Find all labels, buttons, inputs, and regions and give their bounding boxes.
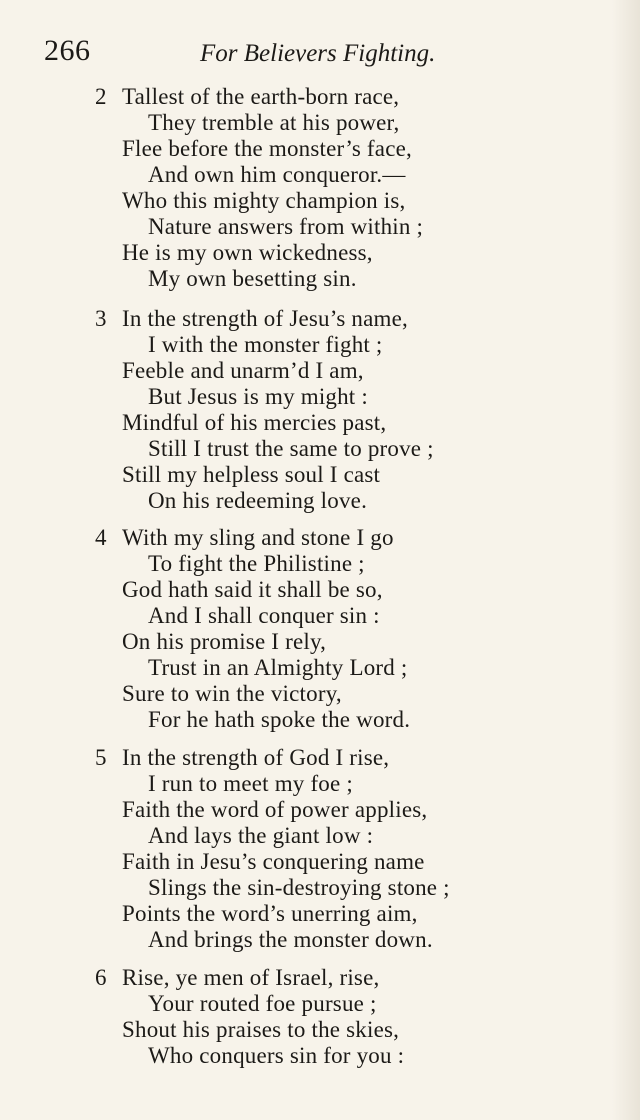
stanza-number: 2 bbox=[95, 84, 107, 109]
verse-line: Feeble and unarm’d I am, bbox=[122, 358, 364, 383]
stanza-number: 4 bbox=[95, 525, 107, 550]
verse-line: Who conquers sin for you : bbox=[148, 1043, 405, 1068]
verse-line: And own him conqueror.— bbox=[148, 162, 406, 187]
verse-line: I with the monster fight ; bbox=[148, 332, 383, 357]
verse-line: But Jesus is my might : bbox=[148, 384, 368, 409]
verse-line: Slings the sin-destroying stone ; bbox=[148, 875, 450, 900]
verse-line: Tallest of the earth-born race, bbox=[122, 84, 400, 109]
verse-line: I run to meet my foe ; bbox=[148, 771, 353, 796]
page-edge-shadow bbox=[612, 0, 640, 1120]
verse-line: God hath said it shall be so, bbox=[122, 577, 383, 602]
verse-line: And I shall conquer sin : bbox=[148, 603, 380, 628]
verse-line: For he hath spoke the word. bbox=[148, 707, 411, 732]
verse-line: With my sling and stone I go bbox=[122, 525, 394, 550]
page-header bbox=[44, 34, 584, 74]
stanza-number: 5 bbox=[95, 745, 107, 770]
verse-line: He is my own wickedness, bbox=[122, 240, 373, 265]
verse-line: In the strength of Jesu’s name, bbox=[122, 306, 408, 331]
stanza-number: 3 bbox=[95, 306, 107, 331]
verse-line: And lays the giant low : bbox=[148, 823, 374, 848]
verse-line: Nature answers from within ; bbox=[148, 214, 424, 239]
verse-line: Points the word’s unerring aim, bbox=[122, 901, 418, 926]
verse-line: And brings the monster down. bbox=[148, 927, 433, 952]
verse-line: Flee before the monster’s face, bbox=[122, 136, 412, 161]
verse-line: Mindful of his mercies past, bbox=[122, 410, 387, 435]
verse-line: Your routed foe pursue ; bbox=[148, 991, 377, 1016]
verse-line: Shout his praises to the skies, bbox=[122, 1017, 400, 1042]
verse-line: Faith in Jesu’s conquering name bbox=[122, 849, 425, 874]
verse-line: In the strength of God I rise, bbox=[122, 745, 390, 770]
page-number: 266 bbox=[44, 34, 91, 67]
verse-line: Rise, ye men of Israel, rise, bbox=[122, 965, 380, 990]
verse-line: My own besetting sin. bbox=[148, 266, 357, 291]
verse-line: Still I trust the same to prove ; bbox=[148, 436, 434, 461]
verse-line: They tremble at his power, bbox=[148, 110, 400, 135]
running-title: For Believers Fighting. bbox=[200, 40, 436, 67]
verse-line: On his redeeming love. bbox=[148, 488, 368, 513]
verse-line: Sure to win the victory, bbox=[122, 681, 342, 706]
verse-line: Who this mighty champion is, bbox=[122, 188, 406, 213]
verse-line: Still my helpless soul I cast bbox=[122, 462, 381, 487]
verse-line: To fight the Philistine ; bbox=[148, 551, 365, 576]
verse-line: On his promise I rely, bbox=[122, 629, 327, 654]
verse-line: Faith the word of power applies, bbox=[122, 797, 428, 822]
verse-line: Trust in an Almighty Lord ; bbox=[148, 655, 408, 680]
stanza-number: 6 bbox=[95, 965, 107, 990]
